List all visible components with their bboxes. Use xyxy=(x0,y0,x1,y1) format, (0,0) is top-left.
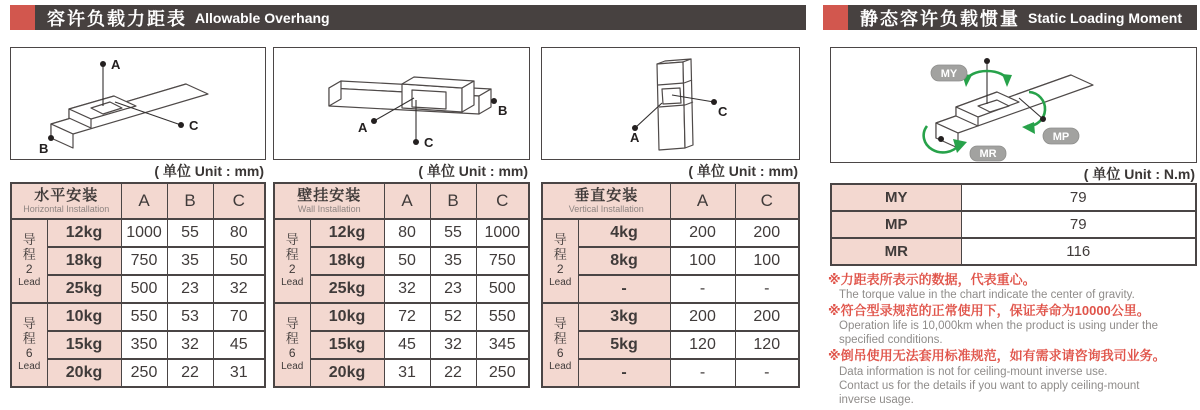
value-cell: - xyxy=(670,275,735,303)
value-cell: 200 xyxy=(735,303,799,331)
value-cell: 22 xyxy=(430,359,476,387)
wall-rail-isometric-drawing xyxy=(274,48,529,159)
note-en: specified conditions. xyxy=(839,334,943,347)
value-cell: 23 xyxy=(430,275,476,303)
vertical-rail-isometric-drawing xyxy=(542,48,799,159)
right-section-header xyxy=(823,5,1197,30)
load-cell: 18kg xyxy=(310,247,384,275)
value-cell: - xyxy=(670,359,735,387)
value-cell: 345 xyxy=(476,331,529,359)
note-en: The torque value in the chart indicate the center of gravity. xyxy=(839,289,1135,302)
value-cell: 100 xyxy=(670,247,735,275)
value-cell: 80 xyxy=(213,219,265,247)
point-a-label: A xyxy=(630,130,640,145)
moment-rail-isometric-drawing xyxy=(831,48,1196,162)
point-b-label: B xyxy=(39,141,49,156)
value-cell: 550 xyxy=(476,303,529,331)
moment-label-cell: MR xyxy=(831,238,961,265)
value-cell: 32 xyxy=(167,331,213,359)
value-cell: 52 xyxy=(430,303,476,331)
value-cell: 120 xyxy=(735,331,799,359)
point-a-label: A xyxy=(111,57,121,72)
value-cell: 50 xyxy=(213,247,265,275)
col-header-b: B xyxy=(430,183,476,219)
header-accent-square xyxy=(10,5,35,30)
col-header-a: A xyxy=(121,183,167,219)
col-header-c: C xyxy=(735,183,799,219)
right-header-title-en: Static Loading Moment xyxy=(1028,9,1182,26)
table-title-zh: 垂直安装 xyxy=(574,186,639,204)
note-zh: ※符合型录规范的正常使用下，保证寿命为10000公里。 xyxy=(828,303,1150,319)
unit-label: ( 单位 Unit : mm) xyxy=(154,163,264,179)
value-cell: 55 xyxy=(167,219,213,247)
table-title-en: Vertical Installation xyxy=(568,204,644,215)
note-ceiling-mount xyxy=(828,347,1200,406)
right-header-title-zh: 静态容许负载惯量 xyxy=(860,8,1020,29)
vertical-installation-table xyxy=(541,182,800,388)
note-en: Operation life is 10,000km when the product is using under the xyxy=(839,320,1158,333)
lead-6-cell: 导程 6 Lead xyxy=(11,303,47,387)
header-accent-square xyxy=(823,5,848,30)
value-cell: 500 xyxy=(121,275,167,303)
lead-2-cell: 导程 2 Lead xyxy=(11,219,47,303)
lead-2-cell: 导程 2 Lead xyxy=(542,219,578,303)
value-cell: 32 xyxy=(213,275,265,303)
load-cell: 12kg xyxy=(47,219,121,247)
load-cell: 20kg xyxy=(47,359,121,387)
point-c-label: C xyxy=(718,104,728,119)
value-cell: 32 xyxy=(384,275,430,303)
value-cell: 750 xyxy=(476,247,529,275)
load-cell: 10kg xyxy=(310,303,384,331)
value-cell: 250 xyxy=(476,359,529,387)
table-title-en: Horizontal Installation xyxy=(23,204,110,215)
table-title-cell xyxy=(542,183,670,219)
value-cell: 350 xyxy=(121,331,167,359)
col-header-c: C xyxy=(213,183,265,219)
point-c-label: C xyxy=(189,118,199,133)
horizontal-installation-diagram xyxy=(10,47,266,160)
value-cell: 35 xyxy=(430,247,476,275)
load-cell: - xyxy=(578,275,670,303)
col-header-b: B xyxy=(167,183,213,219)
col-header-a: A xyxy=(670,183,735,219)
load-cell: 5kg xyxy=(578,331,670,359)
unit-label: ( 单位 Unit : mm) xyxy=(418,163,528,179)
value-cell: 23 xyxy=(167,275,213,303)
moment-value-cell: 116 xyxy=(961,238,1196,265)
moment-mp-badge: MP xyxy=(1052,131,1070,143)
moment-my-badge: MY xyxy=(940,68,958,80)
table-title-cell xyxy=(11,183,121,219)
value-cell: 250 xyxy=(121,359,167,387)
note-torque xyxy=(828,271,1200,302)
value-cell: 1000 xyxy=(476,219,529,247)
wall-installation-table xyxy=(273,182,530,388)
moment-mr-badge: MR xyxy=(979,148,997,160)
col-header-c: C xyxy=(476,183,529,219)
load-cell: 10kg xyxy=(47,303,121,331)
value-cell: 550 xyxy=(121,303,167,331)
unit-label: ( 单位 Unit : mm) xyxy=(688,163,798,179)
load-cell: 12kg xyxy=(310,219,384,247)
note-en: Contact us for the details if you want to apply ceiling-mount xyxy=(839,379,1140,392)
value-cell: 55 xyxy=(430,219,476,247)
unit-label: ( 单位 Unit : N.m) xyxy=(1083,166,1195,182)
note-operation-life xyxy=(828,302,1200,347)
load-cell: 3kg xyxy=(578,303,670,331)
value-cell: 72 xyxy=(384,303,430,331)
value-cell: 53 xyxy=(167,303,213,331)
load-cell: 25kg xyxy=(47,275,121,303)
left-section-header xyxy=(10,5,806,30)
value-cell: 500 xyxy=(476,275,529,303)
value-cell: 120 xyxy=(670,331,735,359)
value-cell: 22 xyxy=(167,359,213,387)
value-cell: - xyxy=(735,275,799,303)
left-header-title-en: Allowable Overhang xyxy=(195,9,330,26)
table-title-en: Wall Installation xyxy=(297,204,361,215)
load-cell: 8kg xyxy=(578,247,670,275)
value-cell: 70 xyxy=(213,303,265,331)
note-en: inverse usage. xyxy=(839,393,914,406)
moment-label-cell: MY xyxy=(831,184,961,211)
moment-value-cell: 79 xyxy=(961,184,1196,211)
value-cell: 32 xyxy=(430,331,476,359)
lead-6-cell: 导程 6 Lead xyxy=(542,303,578,387)
load-cell: 18kg xyxy=(47,247,121,275)
vertical-installation-diagram xyxy=(541,47,800,160)
static-moment-diagram xyxy=(830,47,1197,163)
value-cell: 31 xyxy=(213,359,265,387)
value-cell: 45 xyxy=(384,331,430,359)
value-cell: 200 xyxy=(670,303,735,331)
value-cell: 35 xyxy=(167,247,213,275)
lead-2-cell: 导程 2 Lead xyxy=(274,219,310,303)
horizontal-installation-table xyxy=(10,182,266,388)
load-cell: 25kg xyxy=(310,275,384,303)
value-cell: 200 xyxy=(735,219,799,247)
value-cell: 80 xyxy=(384,219,430,247)
point-b-label: B xyxy=(498,103,508,118)
table-title-cell xyxy=(274,183,384,219)
lead-6-cell: 导程 6 Lead xyxy=(274,303,310,387)
value-cell: 750 xyxy=(121,247,167,275)
value-cell: 45 xyxy=(213,331,265,359)
col-header-a: A xyxy=(384,183,430,219)
horizontal-rail-isometric-drawing xyxy=(11,48,265,159)
value-cell: 200 xyxy=(670,219,735,247)
value-cell: 50 xyxy=(384,247,430,275)
note-zh: ※力距表所表示的数据，代表重心。 xyxy=(828,272,1036,287)
value-cell: 31 xyxy=(384,359,430,387)
load-cell: - xyxy=(578,359,670,387)
value-cell: - xyxy=(735,359,799,387)
point-c-label: C xyxy=(424,135,434,150)
footnotes xyxy=(828,271,1200,407)
moment-label-cell: MP xyxy=(831,211,961,238)
table-title-zh: 壁挂安装 xyxy=(297,186,362,204)
value-cell: 1000 xyxy=(121,219,167,247)
load-cell: 15kg xyxy=(47,331,121,359)
table-title-zh: 水平安装 xyxy=(34,186,99,204)
moment-value-cell: 79 xyxy=(961,211,1196,238)
static-moment-table xyxy=(830,183,1197,266)
load-cell: 15kg xyxy=(310,331,384,359)
load-cell: 20kg xyxy=(310,359,384,387)
note-en: Data information is not for ceiling-mount inverse use. xyxy=(839,365,1108,378)
value-cell: 100 xyxy=(735,247,799,275)
left-header-title-zh: 容许负载力距表 xyxy=(47,8,187,29)
wall-installation-diagram xyxy=(273,47,530,160)
load-cell: 4kg xyxy=(578,219,670,247)
note-zh: ※倒吊使用无法套用标准规范，如有需求请咨询我司业务。 xyxy=(828,348,1166,364)
point-a-label: A xyxy=(358,120,368,135)
